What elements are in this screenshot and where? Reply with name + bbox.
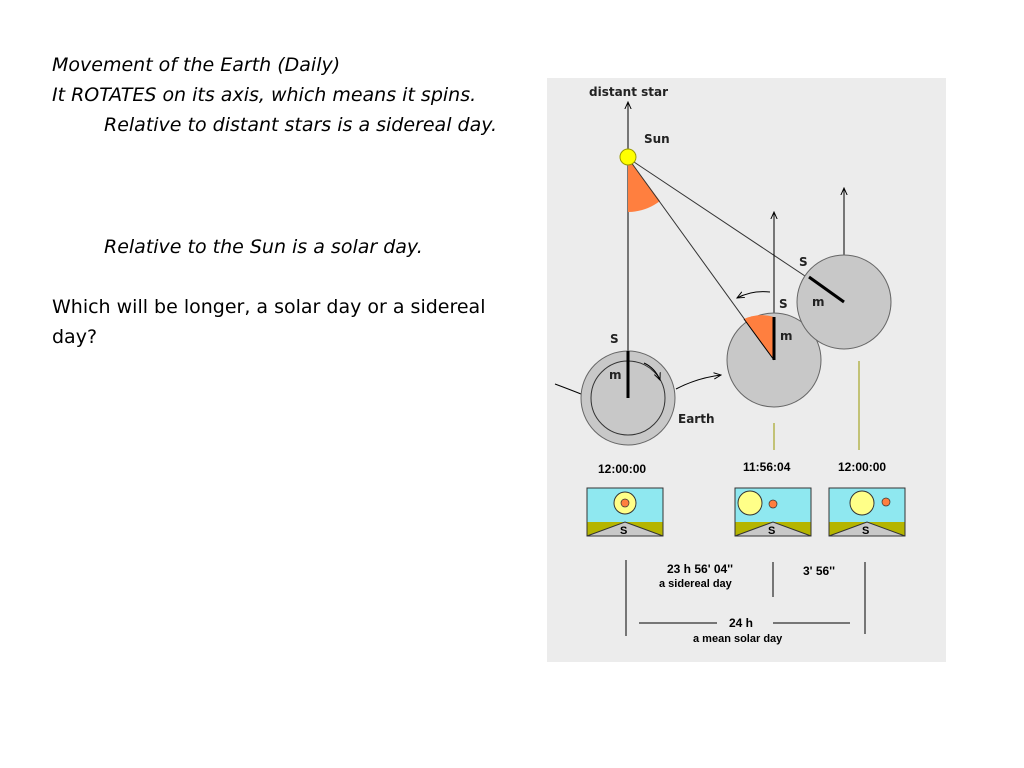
sidereal-solar-diagram [547,78,946,662]
solar-definition: Relative to the Sun is a solar day. [104,236,423,258]
sky-panel-1 [587,488,663,537]
solar-caption: a mean solar day [693,633,783,645]
sun [620,149,636,165]
slide-title: Movement of the Earth (Daily) [52,54,341,76]
earth-1-south-label: S [610,332,619,346]
sidereal-duration: 23 h 56' 04'' [667,562,733,576]
question: Which will be longer, a solar day or a sidereal day? [52,296,486,348]
earth-3-south-label: S [799,255,808,269]
earth-label: Earth [678,412,715,426]
sun-label: Sun [644,132,670,146]
sky-panel-3-south: S [862,525,870,537]
solar-duration: 24 h [729,616,754,630]
time-3: 12:00:00 [838,460,887,474]
difference-duration: 3' 56'' [803,564,835,578]
time-2: 11:56:04 [743,460,791,474]
rotation-statement: It ROTATES on its axis, which means it spins. [52,84,477,106]
sidereal-caption: a sidereal day [659,578,732,590]
earth-1-meridian-label: m [609,368,622,382]
distant-star-label: distant star [589,85,669,99]
earth-2-meridian-label: m [780,329,793,343]
sky-panel-1-south: S [620,525,628,537]
sky-panel-3 [829,488,905,537]
sky-panel-2 [735,488,811,537]
sky-panel-2-south: S [768,525,776,537]
sidereal-definition: Relative to distant stars is a sidereal day. [104,114,498,136]
earth-3-meridian-label: m [812,295,825,309]
slide-text [52,50,532,352]
time-1: 12:00:00 [598,462,647,476]
earth-2-south-label: S [779,297,788,311]
